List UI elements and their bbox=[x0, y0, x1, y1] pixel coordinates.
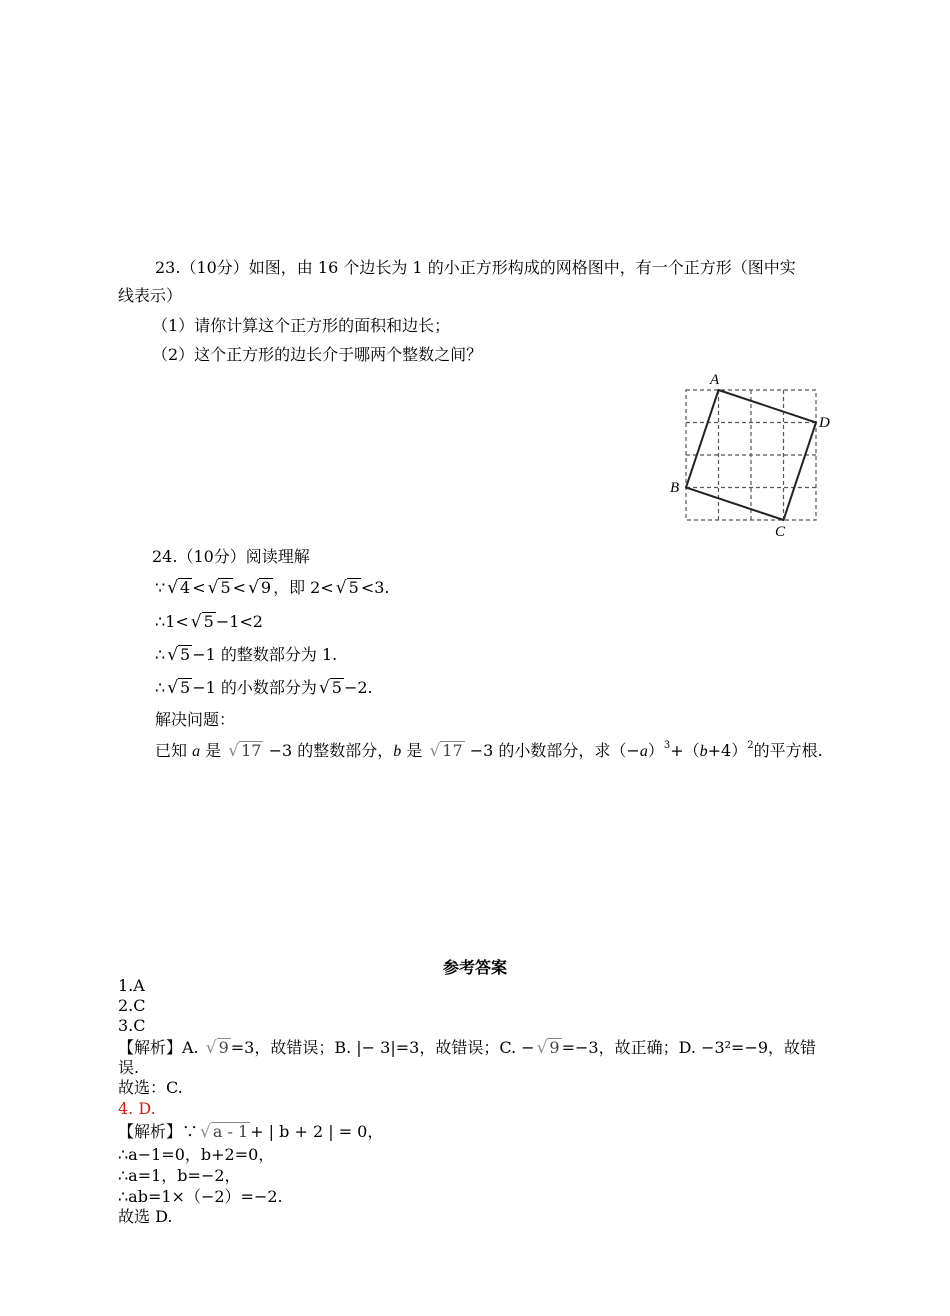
answer-3-choose: 故选：C. bbox=[118, 1078, 183, 1097]
vertex-b-label: B bbox=[670, 480, 680, 496]
answer-4-explanation: 【解析】∵ √ a - 1 + | b + 2 | = 0， bbox=[118, 1122, 384, 1142]
answers-heading: 参考答案 bbox=[442, 958, 507, 977]
q24-step2: ∴1< √ 5 −1<2 bbox=[155, 612, 263, 632]
q24-question: 已知 a 是 √ 17 −3 的整数部分，b 是 √ 17 −3 的小数部分，求$(-a)^3+(b+4)^2$的平方根. bbox=[155, 740, 823, 761]
sqrt-17: √ 17 bbox=[429, 741, 463, 761]
q23-line1: 23.（10分）如图，由 16 个边长为 1 的小正方形构成的网格图中，有一个正方形（图中实 bbox=[155, 258, 796, 277]
sqrt-5: √ 5 bbox=[318, 678, 342, 698]
answer-4-step3: ∴ab=1×（−2）=−2. bbox=[118, 1187, 283, 1206]
q23-part2: （2）这个正方形的边长介于哪两个整数之间？ bbox=[152, 345, 483, 364]
answer-4-step2: ∴a=1，b=−2， bbox=[118, 1166, 241, 1185]
vertex-a-label: A bbox=[710, 372, 720, 388]
answer-4-step1: ∴a−1=0，b+2=0， bbox=[118, 1145, 275, 1164]
sqrt-a-minus-1: √ a - 1 bbox=[200, 1122, 249, 1142]
q24-step3: ∴ √ 5 −1 的整数部分为 1. bbox=[155, 645, 338, 665]
sqrt-9: √ 9 bbox=[536, 1038, 560, 1058]
answer-3: 3.C bbox=[118, 1016, 146, 1035]
sqrt-5: √ 5 bbox=[335, 578, 359, 598]
sqrt-5: √ 5 bbox=[167, 645, 191, 665]
answer-4-choose: 故选 D. bbox=[118, 1207, 173, 1226]
sqrt-5: √ 5 bbox=[167, 678, 191, 698]
dashed-grid bbox=[686, 390, 816, 520]
q24-solve: 解决问题： bbox=[155, 710, 236, 729]
answer-4: 4. D. bbox=[118, 1099, 156, 1118]
sqrt-17: √ 17 bbox=[228, 741, 262, 761]
sqrt-4: √ 4 bbox=[167, 578, 191, 598]
grid-square-figure bbox=[664, 370, 844, 540]
q23-part1: （1）请你计算这个正方形的面积和边长； bbox=[152, 316, 451, 335]
answer-2: 2.C bbox=[118, 996, 146, 1015]
sqrt-5: √ 5 bbox=[207, 578, 231, 598]
answer-1: 1.A bbox=[118, 976, 145, 995]
q23-line2: 线表示） bbox=[118, 286, 183, 305]
sqrt-9: √ 9 bbox=[205, 1038, 229, 1058]
vertex-d-label: D bbox=[819, 415, 830, 431]
q24-step1: ∵ √ 4 < √ 5 < √ 9 ，即 2< √ 5 <3. bbox=[155, 578, 390, 598]
sqrt-5: √ 5 bbox=[190, 612, 214, 632]
sqrt-9: √ 9 bbox=[248, 578, 272, 598]
answer-3-explanation-end: 误. bbox=[118, 1058, 140, 1077]
answer-3-explanation: 【解析】A. √ 9 =3，故错误；B. |− 3|=3，故错误；C. − √ 9 =−3，故正确；D. −3²=−9，故错 bbox=[118, 1038, 817, 1058]
vertex-c-label: C bbox=[775, 524, 786, 540]
q24-step4: ∴ √ 5 −1 的小数部分为 √ 5 −2. bbox=[155, 678, 373, 698]
q24-title: 24.（10分）阅读理解 bbox=[152, 547, 310, 566]
